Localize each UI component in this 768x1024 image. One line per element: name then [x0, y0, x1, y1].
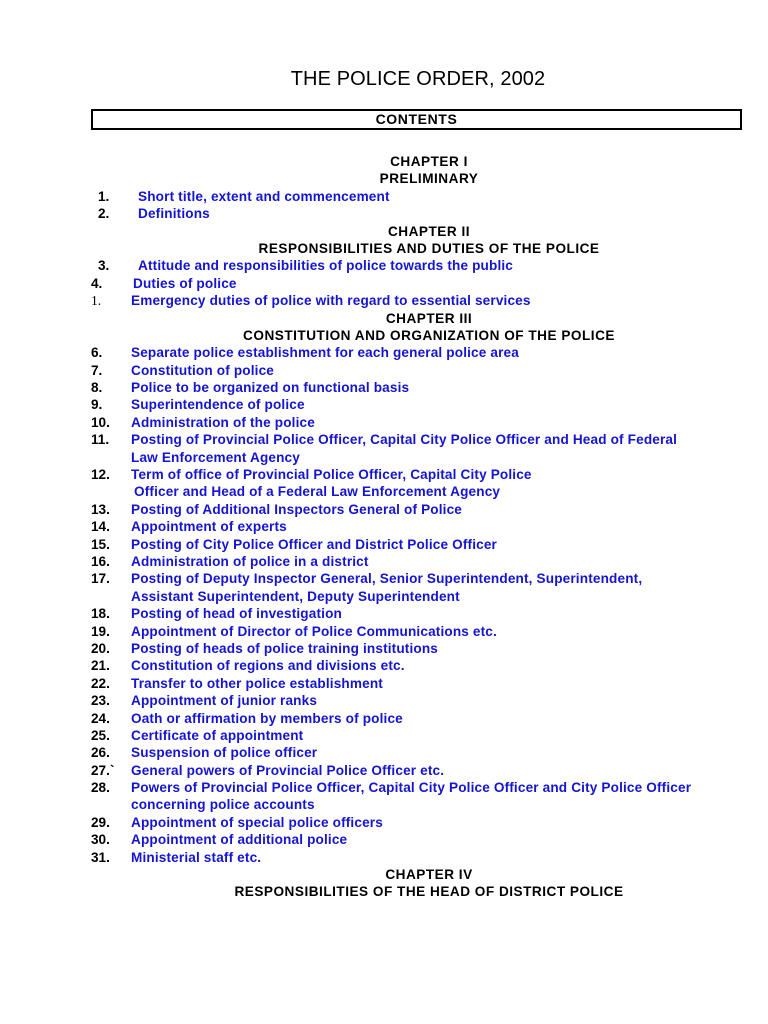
toc-entry: [0, 257, 768, 274]
chapter-heading: CHAPTER I: [390, 154, 468, 169]
section-title-link[interactable]: Officer and Head of a Federal Law Enforcement Agency: [134, 484, 501, 500]
section-number: 30.: [91, 832, 110, 848]
section-title-link[interactable]: Appointment of junior ranks: [131, 693, 318, 709]
section-number: 21.: [91, 658, 110, 674]
contents-heading-box: CONTENTS: [91, 109, 742, 130]
toc-entry-continuation: [0, 483, 768, 500]
toc-entry: [0, 831, 768, 848]
section-title-link[interactable]: concerning police accounts: [131, 797, 315, 813]
toc-entry: [0, 431, 768, 448]
toc-entry: [0, 692, 768, 709]
toc-entry: [0, 275, 768, 292]
section-title-link[interactable]: Duties of police: [133, 275, 237, 291]
section-number: 4.: [91, 275, 103, 291]
section-title-link[interactable]: General powers of Provincial Police Officer etc.: [131, 762, 445, 778]
section-title-link[interactable]: Assistant Superintendent, Deputy Superintendent: [131, 588, 460, 604]
toc-entry: [0, 640, 768, 657]
chapter-heading: RESPONSIBILITIES AND DUTIES OF THE POLICE: [258, 240, 600, 256]
section-title-link[interactable]: Separate police establishment for each general police area: [131, 345, 519, 361]
section-number: 6.: [91, 345, 103, 361]
section-number: 2.: [98, 206, 110, 222]
section-title-link[interactable]: Transfer to other police establishment: [131, 675, 383, 691]
section-number: 25.: [91, 727, 110, 743]
section-number: 3.: [98, 258, 110, 274]
toc-entry: [0, 675, 768, 692]
section-number: 20.: [91, 640, 110, 656]
section-number: 13.: [91, 501, 110, 517]
toc-entry: [0, 553, 768, 570]
toc-entry: [0, 292, 768, 309]
section-title-link[interactable]: Administration of police in a district: [131, 553, 369, 569]
section-title-link[interactable]: Posting of Provincial Police Officer, Capital City Police Officer and Head of Federal: [131, 432, 678, 448]
toc-entry: [0, 379, 768, 396]
toc-entry: [0, 744, 768, 761]
chapter-heading: CHAPTER III: [385, 310, 473, 326]
section-number: 1.: [98, 188, 110, 204]
chapter-heading: CHAPTER II: [387, 223, 471, 239]
toc-entry: [0, 849, 768, 866]
section-title-link[interactable]: Posting of City Police Officer and District Police Officer: [131, 536, 497, 552]
section-title-link[interactable]: Definitions: [138, 206, 210, 222]
section-title-link[interactable]: Police to be organized on functional basis: [131, 380, 410, 396]
chapter-heading: PRELIMINARY: [379, 171, 479, 187]
section-number: 9.: [91, 397, 103, 413]
document-title: THE POLICE ORDER, 2002: [290, 68, 546, 90]
toc-entry: [0, 396, 768, 413]
toc-entry: [0, 501, 768, 518]
section-title-link[interactable]: Certificate of appointment: [131, 727, 304, 743]
section-title-link[interactable]: Constitution of regions and divisions etc.: [131, 658, 405, 674]
section-number: 22.: [91, 675, 110, 691]
toc-entry-continuation: [0, 796, 768, 813]
toc-entry: [0, 414, 768, 431]
section-number: 29.: [91, 814, 110, 830]
section-title-link[interactable]: Powers of Provincial Police Officer, Capital City Police Officer and City Police Officer: [131, 780, 692, 796]
section-title-link[interactable]: Appointment of Director of Police Communications etc.: [131, 623, 497, 639]
chapter-heading: CHAPTER IV: [385, 867, 473, 883]
toc-entry: [0, 623, 768, 640]
section-title-link[interactable]: Appointment of experts: [131, 519, 287, 535]
toc-entry-continuation: [0, 588, 768, 605]
section-number: 17.: [91, 571, 110, 587]
toc-entry: [0, 779, 768, 796]
toc-entry: [0, 710, 768, 727]
section-title-link[interactable]: Oath or affirmation by members of police: [131, 710, 403, 726]
toc-entry: [0, 518, 768, 535]
section-title-link[interactable]: Attitude and responsibilities of police towards the public: [138, 258, 514, 274]
section-title-link[interactable]: Emergency duties of police with regard to essential services: [131, 293, 531, 309]
section-number: 31.: [91, 849, 110, 865]
section-title-link[interactable]: Constitution of police: [131, 362, 274, 378]
table-of-contents: [0, 153, 768, 901]
section-number: 8.: [91, 380, 103, 396]
toc-entry-continuation: [0, 449, 768, 466]
section-title-link[interactable]: Administration of the police: [131, 414, 315, 430]
section-title-link[interactable]: Appointment of additional police: [131, 832, 348, 848]
section-number: 10.: [91, 414, 110, 430]
toc-entry: [0, 205, 768, 222]
section-number: 28.: [91, 780, 110, 796]
section-title-link[interactable]: Ministerial staff etc.: [131, 849, 262, 865]
section-title-link[interactable]: Posting of Deputy Inspector General, Senior Superintendent, Superintendent,: [131, 571, 643, 587]
toc-entry: [0, 466, 768, 483]
section-number: 23.: [91, 693, 110, 709]
section-number: 11.: [91, 432, 110, 448]
section-number: 18.: [91, 606, 110, 622]
section-title-link[interactable]: Posting of heads of police training institutions: [131, 640, 439, 656]
section-number: 7.: [91, 362, 103, 378]
section-title-link[interactable]: Law Enforcement Agency: [131, 449, 300, 465]
section-number: 1.: [91, 293, 102, 309]
chapter-heading: RESPONSIBILITIES OF THE HEAD OF DISTRICT POLICE: [234, 884, 624, 900]
toc-entry: [0, 570, 768, 587]
section-title-link[interactable]: Posting of Additional Inspectors General of Police: [131, 501, 463, 517]
toc-entry: [0, 188, 768, 205]
toc-entry: [0, 362, 768, 379]
section-number: 15.: [91, 536, 110, 552]
toc-entry: [0, 605, 768, 622]
section-number: 27.`: [91, 762, 115, 778]
toc-entry: [0, 727, 768, 744]
section-title-link[interactable]: Superintendence of police: [131, 397, 305, 413]
section-number: 19.: [91, 623, 110, 639]
section-title-link[interactable]: Short title, extent and commencement: [138, 188, 390, 204]
toc-entry: [0, 657, 768, 674]
toc-entry: [0, 814, 768, 831]
section-title-link[interactable]: Posting of head of investigation: [131, 606, 342, 622]
toc-entry: [0, 536, 768, 553]
section-number: 26.: [91, 745, 110, 761]
section-title-link[interactable]: Suspension of police officer: [131, 745, 318, 761]
section-number: 16.: [91, 553, 110, 569]
toc-entry: [0, 762, 768, 779]
chapter-heading: CONSTITUTION AND ORGANIZATION OF THE POLICE: [243, 327, 615, 343]
toc-entry: [0, 344, 768, 361]
section-number: 14.: [91, 519, 110, 535]
section-number: 24.: [91, 710, 110, 726]
section-title-link[interactable]: Appointment of special police officers: [131, 814, 383, 830]
section-number: 12.: [91, 467, 110, 483]
section-title-link[interactable]: Term of office of Provincial Police Officer, Capital City Police: [131, 467, 532, 483]
